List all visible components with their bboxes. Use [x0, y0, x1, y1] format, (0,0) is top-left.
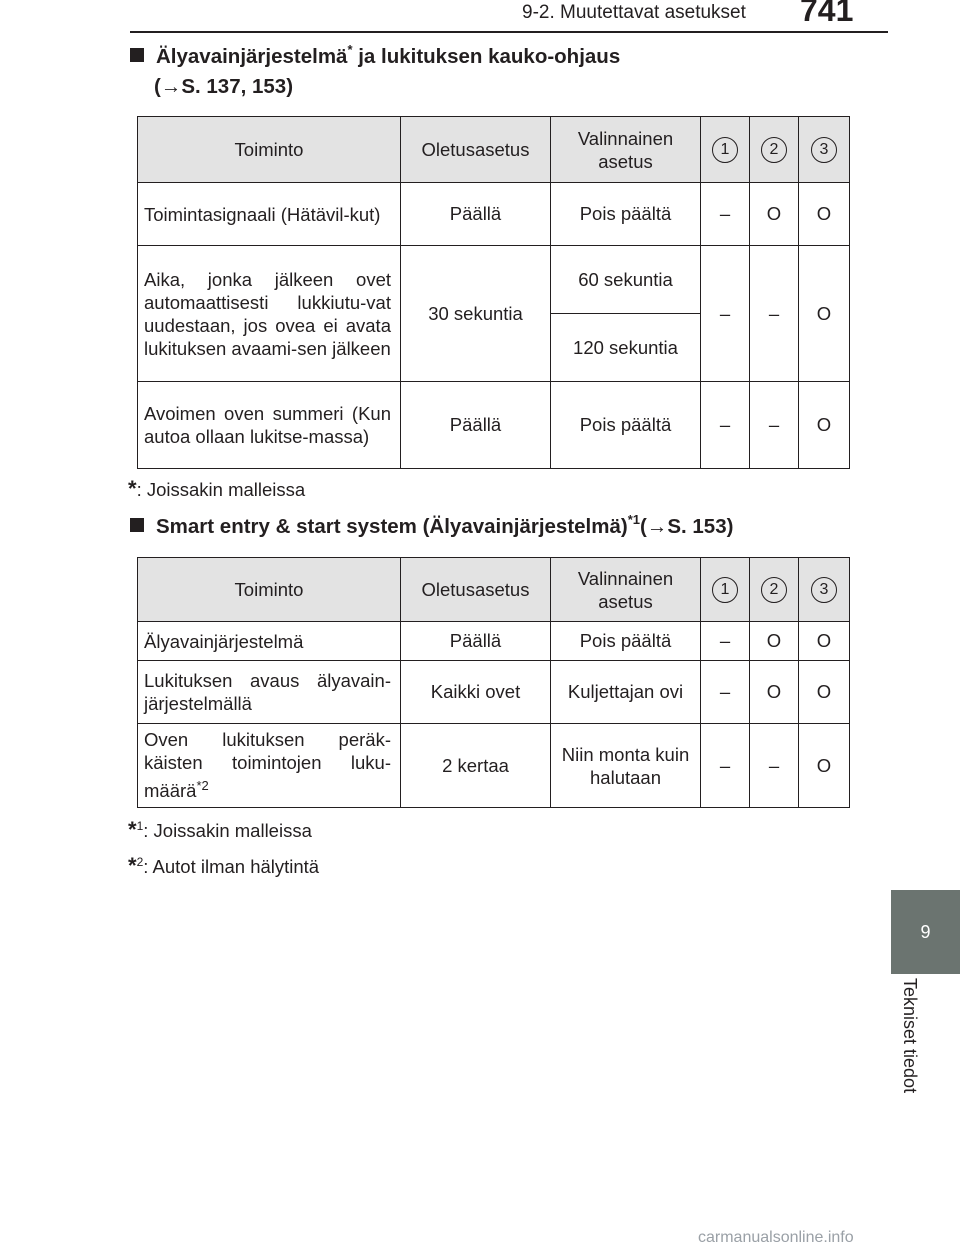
- cell-default: 30 sekuntia: [401, 246, 551, 382]
- col-valinnainen-text: Valinnainen asetus: [577, 127, 674, 172]
- col-2: [750, 117, 799, 183]
- footnote-2b: [128, 853, 319, 879]
- section2-ref: (→S. 153): [640, 515, 734, 538]
- table-header-row: [138, 117, 850, 183]
- chapter-label-text: Tekniset tiedot: [900, 978, 920, 1094]
- footnote-mark: *: [128, 853, 137, 878]
- table-row: [138, 246, 850, 314]
- cell-function: Avoimen oven summeri (Kun autoa ollaan lukitse-massa): [138, 382, 401, 469]
- table-row: [138, 382, 850, 469]
- section1-title: [130, 42, 620, 102]
- table-row: [138, 661, 850, 724]
- table-header-row: [138, 558, 850, 622]
- cell-c3: O: [799, 382, 850, 469]
- chapter-label: [898, 978, 922, 1128]
- cell-c3: O: [799, 246, 850, 382]
- cell-function-text: Oven lukituksen peräk-käisten toimintojen luku-määrä: [144, 729, 391, 802]
- col-toiminto: Toiminto: [138, 558, 401, 622]
- cell-default: Päällä: [401, 382, 551, 469]
- col-valinnainen: [551, 558, 701, 622]
- col-oletusasetus: Oletusasetus: [401, 558, 551, 622]
- chapter-tab[interactable]: 9: [891, 890, 960, 974]
- square-bullet-icon: [130, 48, 144, 62]
- footnote-text: : Autot ilman hälytintä: [143, 856, 320, 877]
- col-toiminto: Toiminto: [138, 117, 401, 183]
- circle-2-icon: 2: [761, 577, 787, 603]
- cell-default: Päällä: [401, 183, 551, 246]
- col-3: [799, 558, 850, 622]
- circle-3-icon: 3: [811, 577, 837, 603]
- cell-option2: 120 sekuntia: [551, 314, 701, 382]
- cell-function: Lukituksen avaus älyavain-järjestelmällä: [138, 661, 401, 724]
- cell-c1: –: [701, 622, 750, 661]
- cell-option: Pois päältä: [551, 183, 701, 246]
- cell-c2: –: [750, 382, 799, 469]
- footnote-text: : Joissakin malleissa: [136, 479, 306, 500]
- cell-c2: –: [750, 724, 799, 808]
- cell-option: Pois päältä: [551, 382, 701, 469]
- cell-function: [138, 724, 401, 808]
- col-valinnainen: [551, 117, 701, 183]
- footnote-num: 1: [136, 818, 144, 833]
- circle-2-icon: 2: [761, 137, 787, 163]
- header-rule: [130, 31, 888, 33]
- cell-function: Toimintasignaali (Hätävil-kut): [138, 183, 401, 246]
- section1-title-rest: ja lukituksen kauko-ohjaus: [352, 45, 621, 68]
- cell-option: Pois päältä: [551, 622, 701, 661]
- watermark: carmanualsonline.info: [698, 1229, 854, 1246]
- cell-option: 60 sekuntia: [551, 246, 701, 314]
- cell-default: Kaikki ovet: [401, 661, 551, 724]
- cell-option: Kuljettajan ovi: [551, 661, 701, 724]
- footnote-mark: *: [128, 476, 137, 501]
- cell-function: Aika, jonka jälkeen ovet automaattisesti lukkiutu-vat uudestaan, jos ovea ei avata lukituksen avaami-sen jälkeen: [138, 246, 401, 382]
- col-1: [701, 558, 750, 622]
- cell-default: Päällä: [401, 622, 551, 661]
- section2-title-text: Smart entry & start system (Älyavainjärjestelmä): [156, 515, 628, 538]
- cell-c2: O: [750, 661, 799, 724]
- section2-title-mark: *1: [627, 512, 641, 527]
- circle-1-icon: 1: [712, 137, 738, 163]
- col-oletusasetus: Oletusasetus: [401, 117, 551, 183]
- table-row: [138, 622, 850, 661]
- cell-function-mark: *2: [196, 778, 209, 794]
- footnote-1: [128, 476, 305, 502]
- circle-3-icon: 3: [811, 137, 837, 163]
- table-row: [138, 183, 850, 246]
- col-1: [701, 117, 750, 183]
- cell-c3: O: [799, 183, 850, 246]
- col-2: [750, 558, 799, 622]
- cell-option: Niin monta kuin halutaan: [551, 724, 701, 808]
- footnote-text: : Joissakin malleissa: [143, 820, 312, 841]
- col-valinnainen-text: Valinnainen asetus: [577, 567, 674, 612]
- cell-c1: –: [701, 724, 750, 808]
- settings-table-1: [137, 116, 850, 469]
- cell-c1: –: [701, 661, 750, 724]
- footnote-mark: *: [128, 817, 137, 842]
- col-3: [799, 117, 850, 183]
- section1-ref: (→S. 137, 153): [154, 75, 294, 98]
- settings-table-2: [137, 557, 850, 808]
- cell-c2: –: [750, 246, 799, 382]
- cell-c1: –: [701, 183, 750, 246]
- square-bullet-icon: [130, 518, 144, 532]
- cell-c3: O: [799, 724, 850, 808]
- circle-1-icon: 1: [712, 577, 738, 603]
- section2-title: [130, 512, 733, 542]
- cell-function: Älyavainjärjestelmä: [138, 622, 401, 661]
- cell-c1: –: [701, 246, 750, 382]
- footnote-2a: [128, 817, 312, 843]
- footnote-num: 2: [136, 854, 144, 869]
- table-row: [138, 724, 850, 808]
- cell-c1: –: [701, 382, 750, 469]
- cell-default: 2 kertaa: [401, 724, 551, 808]
- section1-title-text: Älyavainjärjestelmä: [156, 45, 348, 68]
- cell-c3: O: [799, 622, 850, 661]
- page-number: 741: [800, 0, 854, 28]
- cell-c2: O: [750, 622, 799, 661]
- section1-title-mark: *: [347, 42, 353, 57]
- running-header: 9-2. Muutettavat asetukset: [522, 2, 746, 23]
- cell-c2: O: [750, 183, 799, 246]
- cell-c3: O: [799, 661, 850, 724]
